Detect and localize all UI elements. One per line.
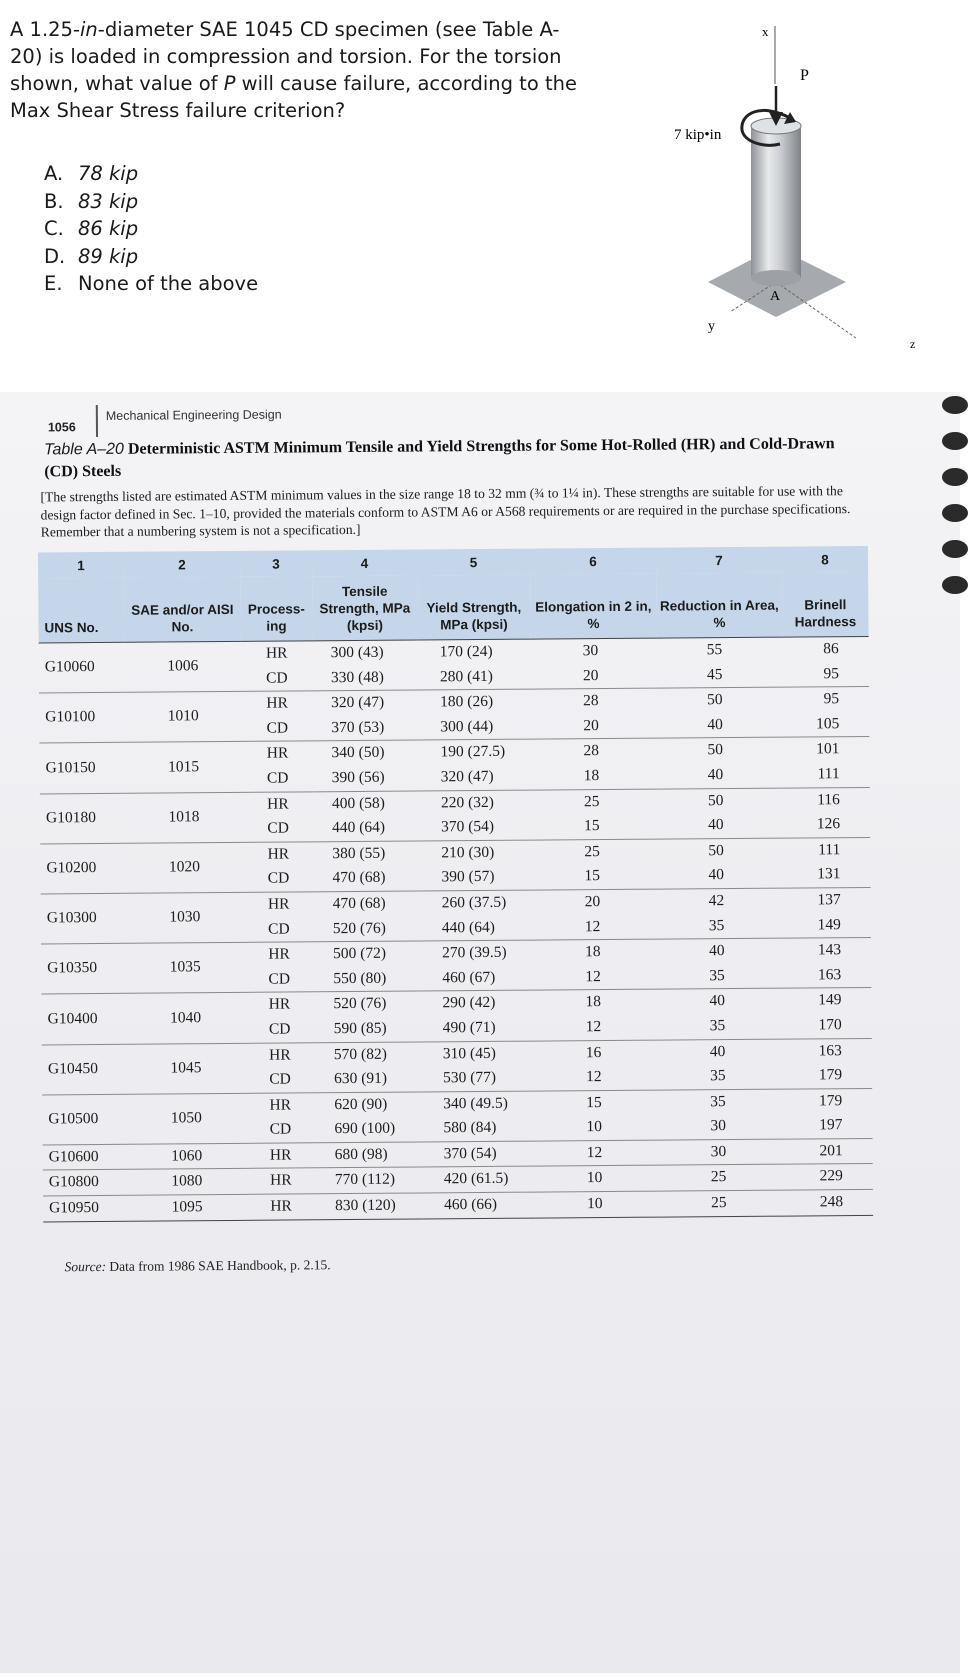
cell-tensile: 830 (120): [317, 1193, 422, 1219]
column-number: 4: [312, 549, 417, 576]
cell-uns: G10060: [39, 642, 125, 693]
cell-processing: CD: [268, 920, 290, 938]
cell-tensile: 550 (80): [333, 969, 387, 987]
cell-processing: HR: [244, 1042, 316, 1068]
cell-reduction: 40: [708, 866, 725, 884]
table-body: [39, 636, 874, 1221]
column-number: 5: [417, 549, 530, 576]
cell-sae: 1018: [126, 792, 242, 843]
cell-yield: 270 (39.5): [420, 940, 533, 966]
cell-processing: CD: [269, 1070, 291, 1088]
cell-processing: CD: [267, 869, 290, 888]
choice-letter: E.: [44, 272, 63, 295]
cell-sae: 1035: [127, 943, 243, 994]
cell-brinell: 229: [787, 1164, 873, 1190]
choice-a[interactable]: [44, 160, 258, 188]
cell-sae: 1030: [127, 892, 243, 943]
cell-uns: G10300: [41, 893, 127, 944]
cell-brinell: 149: [817, 915, 841, 933]
question-variable: P: [223, 72, 236, 95]
choice-b[interactable]: [44, 188, 258, 216]
cylinder-bottom: [751, 270, 801, 286]
cell-brinell: 86: [783, 636, 869, 662]
column-header-row: [38, 572, 868, 643]
cell-yield: 440 (64): [441, 918, 495, 936]
cell-elongation: 30: [531, 638, 657, 664]
cell-yield: 180 (26): [418, 689, 531, 715]
header-sae: SAE and/or AISI No.: [124, 577, 241, 642]
cell-elongation: 18: [583, 767, 600, 785]
cell-yield: 460 (67): [442, 968, 496, 987]
cylinder-body: [751, 126, 801, 278]
page-number: 1056: [47, 420, 76, 435]
cell-elongation: 15: [584, 867, 601, 885]
cell-processing: HR: [241, 691, 313, 717]
question-part: -diameter SAE 1045 CD specimen (see Table A-20) is loaded in compression and torsion. For the torsion shown, what value of: [10, 18, 562, 95]
cell-processing: HR: [245, 1143, 317, 1169]
cell-processing: HR: [243, 992, 315, 1018]
cell-tensile: 590 (85): [333, 1019, 387, 1038]
cell-tensile: 340 (50): [313, 740, 418, 766]
cell-yield: 290 (42): [420, 990, 533, 1016]
question-part: A 1.25-: [10, 18, 80, 41]
cell-brinell: 248: [787, 1189, 873, 1215]
cell-reduction: 50: [657, 738, 783, 764]
cell-uns: G10500: [42, 1094, 128, 1145]
cell-sae: 1010: [125, 692, 241, 743]
choice-c[interactable]: [44, 215, 258, 243]
cell-processing: HR: [245, 1168, 317, 1194]
cell-sae: 1060: [129, 1143, 245, 1170]
cell-brinell: 131: [817, 865, 841, 883]
cell-tensile: 470 (68): [332, 869, 386, 887]
cell-yield: 310 (45): [421, 1041, 534, 1067]
header-yield: Yield Strength, MPa (kpsi): [417, 575, 531, 640]
cell-brinell: 197: [819, 1116, 843, 1134]
cell-reduction: 40: [707, 715, 723, 734]
cell-processing: CD: [266, 719, 289, 737]
cell-processing: HR: [243, 942, 315, 968]
binder-ring: [942, 576, 968, 594]
point-a-label: A: [770, 289, 781, 304]
cell-tensile: 570 (82): [316, 1041, 421, 1067]
header-tensile: Tensile Strength, MPa (kpsi): [312, 575, 418, 640]
cell-yield: 490 (71): [442, 1018, 496, 1037]
cell-sae: 1006: [125, 641, 241, 692]
cell-reduction: 42: [659, 888, 785, 914]
textbook-photo: [0, 392, 960, 1673]
cell-brinell: 201: [787, 1138, 873, 1164]
table-row: [43, 1189, 873, 1221]
cell-yield: 390 (57): [441, 868, 495, 886]
cell-uns: G10600: [43, 1144, 129, 1170]
cell-elongation: 12: [586, 1068, 602, 1086]
cell-brinell: 111: [784, 837, 870, 863]
cell-sae: 1020: [126, 842, 242, 893]
question-text: [10, 16, 580, 124]
cell-elongation: 20: [583, 716, 599, 734]
choice-letter: D.: [44, 244, 66, 268]
column-number: 6: [530, 548, 656, 575]
answer-choices: [44, 160, 258, 298]
cell-processing: HR: [242, 842, 314, 868]
cell-sae: 1045: [128, 1043, 244, 1094]
cell-brinell: 111: [817, 765, 840, 783]
cell-uns: G10950: [43, 1195, 129, 1221]
cell-elongation: 12: [585, 1017, 602, 1036]
cell-elongation: 25: [532, 789, 658, 815]
cell-sae: 1050: [128, 1093, 244, 1144]
axis-z-label: z: [910, 337, 916, 351]
column-number: 1: [38, 552, 124, 579]
cell-elongation: 10: [586, 1118, 603, 1136]
cell-tensile: 380 (55): [314, 841, 419, 867]
cell-processing: CD: [268, 970, 291, 988]
cell-processing: HR: [244, 1092, 316, 1118]
cell-brinell: 143: [785, 938, 871, 964]
cell-yield: 190 (27.5): [418, 739, 531, 765]
cell-yield: 280 (41): [439, 667, 493, 685]
cell-tensile: 440 (64): [332, 818, 386, 837]
cell-elongation: 12: [535, 1140, 661, 1167]
cell-reduction: 35: [660, 1089, 786, 1115]
cell-reduction: 25: [661, 1165, 787, 1192]
cell-tensile: 620 (90): [316, 1092, 421, 1118]
cell-elongation: 25: [532, 839, 658, 865]
cell-yield: 170 (24): [418, 639, 531, 665]
cell-tensile: 500 (72): [315, 941, 420, 967]
cell-uns: G10350: [41, 943, 127, 994]
table-title: Deterministic ASTM Minimum Tensile and Yield Strengths for Some Hot-Rolled (HR) and Cold-Drawn (CD) Steels: [44, 435, 835, 481]
cell-reduction: 30: [661, 1139, 787, 1166]
cell-reduction: 40: [708, 816, 724, 834]
cell-brinell: 116: [784, 787, 870, 813]
cell-tensile: 300 (43): [313, 640, 418, 666]
running-head: Mechanical Engineering Design: [105, 407, 282, 423]
table-caption: [44, 433, 864, 483]
cell-tensile: 630 (91): [334, 1069, 388, 1088]
cell-processing: HR: [245, 1194, 317, 1220]
cell-brinell: 163: [817, 965, 842, 984]
cell-elongation: 20: [582, 666, 599, 684]
cell-uns: G10400: [41, 994, 127, 1045]
cell-brinell: 95: [783, 687, 869, 713]
cell-reduction: 45: [706, 665, 723, 683]
cell-tensile: 390 (56): [331, 768, 385, 787]
cell-tensile: 400 (58): [314, 791, 419, 817]
source-label: Source:: [64, 1258, 107, 1275]
cell-yield: 370 (54): [441, 818, 495, 836]
cell-elongation: 12: [585, 967, 601, 985]
cell-brinell: 170: [818, 1016, 842, 1034]
cell-processing: HR: [241, 641, 313, 667]
cell-reduction: 55: [657, 637, 783, 663]
cell-reduction: 35: [709, 1016, 726, 1035]
cell-elongation: 20: [533, 889, 659, 915]
cell-reduction: 35: [709, 1067, 726, 1085]
cell-yield: 220 (32): [419, 790, 532, 816]
cell-processing: HR: [243, 892, 315, 918]
axis-y-label: y: [708, 319, 715, 334]
cell-processing: CD: [269, 1120, 292, 1138]
cell-uns: G10100: [39, 692, 125, 743]
cell-reduction: 50: [658, 788, 784, 814]
cell-yield: 370 (54): [422, 1141, 535, 1167]
cell-tensile: 690 (100): [334, 1119, 396, 1138]
cell-sae: 1015: [125, 742, 241, 793]
binder-ring: [942, 468, 968, 486]
cell-uns: G10200: [40, 843, 126, 894]
cell-yield: 260 (37.5): [420, 890, 533, 916]
cell-elongation: 18: [533, 939, 659, 965]
cell-reduction: 35: [708, 916, 725, 934]
cell-yield: 460 (66): [422, 1192, 535, 1218]
header-reduction: Reduction in Area, %: [656, 573, 783, 638]
binder-ring: [942, 504, 968, 522]
cell-elongation: 15: [584, 817, 600, 835]
cell-processing: CD: [267, 819, 289, 837]
cell-tensile: 370 (53): [331, 718, 385, 736]
cell-brinell: 105: [815, 714, 840, 733]
specimen-diagram: [674, 20, 960, 360]
binder-ring: [942, 432, 968, 450]
cell-reduction: 50: [657, 687, 783, 713]
cell-tensile: 680 (98): [317, 1142, 422, 1168]
axis-x-label: x: [762, 24, 769, 39]
header-divider: [96, 405, 98, 437]
cell-elongation: 12: [584, 917, 601, 935]
cell-elongation: 15: [534, 1090, 660, 1116]
load-label: P: [800, 67, 809, 84]
cell-processing: HR: [242, 791, 314, 817]
cell-sae: 1040: [127, 993, 243, 1044]
cell-yield: 210 (30): [419, 840, 532, 866]
cell-elongation: 10: [535, 1166, 661, 1193]
cell-uns: G10150: [39, 743, 125, 794]
cell-processing: HR: [241, 741, 313, 767]
choice-value: None of the above: [78, 272, 259, 295]
choice-letter: B.: [44, 189, 64, 213]
cell-yield: 300 (44): [440, 717, 494, 736]
cell-yield: 580 (84): [443, 1119, 497, 1137]
column-number: 3: [240, 550, 312, 577]
cell-reduction: 50: [658, 838, 784, 864]
cell-uns: G10450: [42, 1044, 128, 1095]
choice-value: 89 kip: [78, 244, 139, 268]
cell-tensile: 770 (112): [317, 1167, 422, 1193]
source-text: Data from 1986 SAE Handbook, p. 2.15.: [109, 1257, 331, 1274]
cell-brinell: 149: [785, 988, 871, 1014]
cell-sae: 1095: [129, 1194, 245, 1221]
torque-arrow-head: [784, 112, 796, 124]
cell-reduction: 40: [659, 938, 785, 964]
torque-label: 7 kip•in: [674, 127, 722, 143]
cell-elongation: 10: [535, 1191, 661, 1218]
cell-tensile: 320 (47): [313, 690, 418, 716]
cell-reduction: 40: [659, 988, 785, 1014]
cell-reduction: 40: [707, 766, 724, 784]
choice-e[interactable]: [44, 270, 258, 298]
cell-brinell: 137: [785, 887, 871, 913]
cell-reduction: 40: [660, 1039, 786, 1065]
header-processing: Process- ing: [240, 576, 313, 641]
column-number: 8: [782, 546, 868, 573]
cell-elongation: 28: [531, 688, 657, 714]
cell-yield: 340 (49.5): [421, 1091, 534, 1117]
cell-uns: G10800: [43, 1170, 129, 1196]
column-number: 2: [124, 551, 240, 578]
cell-reduction: 25: [661, 1190, 787, 1217]
binder-rings: [930, 392, 960, 692]
cell-yield: 320 (47): [440, 767, 494, 786]
cell-brinell: 126: [816, 815, 841, 833]
strength-table: [38, 546, 873, 1222]
choice-d[interactable]: [44, 243, 258, 271]
cell-brinell: 179: [818, 1066, 843, 1084]
header-elongation: Elongation in 2 in, %: [530, 574, 657, 639]
cell-processing: CD: [266, 769, 289, 787]
cell-tensile: 470 (68): [315, 891, 420, 917]
table-source: [64, 1257, 330, 1275]
choice-letter: C.: [44, 217, 64, 240]
cell-tensile: 520 (76): [315, 991, 420, 1017]
choice-value: 86 kip: [78, 217, 139, 240]
table-label: Table A–20: [44, 440, 124, 459]
choice-value: 83 kip: [78, 189, 139, 213]
cell-processing: CD: [266, 669, 288, 687]
choice-letter: A.: [44, 162, 64, 185]
cell-brinell: 95: [823, 664, 839, 682]
cell-tensile: 520 (76): [332, 919, 386, 937]
cell-processing: CD: [268, 1020, 291, 1038]
cell-sae: 1080: [129, 1169, 245, 1196]
cell-elongation: 16: [534, 1040, 660, 1066]
choice-value: 78 kip: [78, 162, 139, 185]
header-uns: UNS No.: [38, 578, 125, 643]
binder-ring: [942, 540, 968, 558]
table-note: [The strengths listed are estimated ASTM minimum values in the size range 18 to 32 mm (¾ to 1¼ in). These strengths are suitable for use with the design factor defined in Sec. 1–10, provided the materials conform to ASTM A6 or A568 requirements or are required in the purchase specifications. Remember that a numbering system is not a specification.]: [40, 483, 851, 540]
column-number: 7: [656, 547, 782, 574]
binder-ring: [942, 396, 968, 414]
cell-yield: 530 (77): [443, 1068, 497, 1087]
cell-yield: 420 (61.5): [422, 1167, 535, 1193]
question-part: will cause failure, according to the Max Shear Stress failure criterion?: [10, 72, 577, 122]
cell-reduction: 35: [709, 966, 725, 984]
cell-brinell: 179: [786, 1088, 872, 1114]
cell-elongation: 18: [533, 989, 659, 1015]
cell-brinell: 101: [783, 737, 869, 763]
header-brinell: Brinell Hardness: [782, 572, 869, 637]
question-unit: in: [80, 18, 98, 41]
cell-brinell: 163: [786, 1038, 872, 1064]
cell-uns: G10180: [40, 793, 126, 844]
cell-reduction: 30: [710, 1117, 727, 1135]
cell-elongation: 28: [531, 738, 657, 764]
cell-tensile: 330 (48): [330, 668, 384, 686]
